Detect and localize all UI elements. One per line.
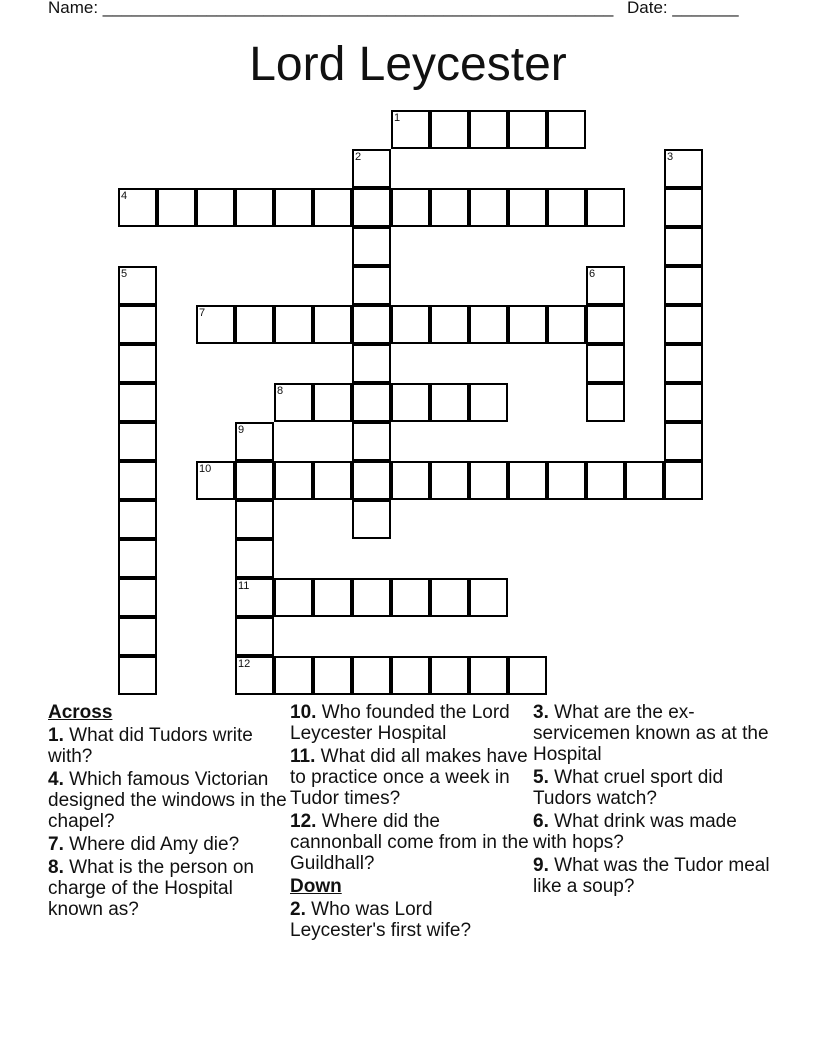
crossword-cell[interactable] [664, 422, 703, 461]
crossword-cell[interactable] [274, 305, 313, 344]
crossword-cell[interactable] [235, 188, 274, 227]
clue-number-label: 9 [238, 424, 245, 436]
clue-number-label: 5 [121, 268, 128, 280]
crossword-cell[interactable] [469, 578, 508, 617]
crossword-cell[interactable] [664, 188, 703, 227]
clue-across-8: 8. What is the person on charge of the Hospital known as? [48, 857, 254, 920]
crossword-cell[interactable] [391, 305, 430, 344]
crossword-cell[interactable] [313, 305, 352, 344]
crossword-cell[interactable] [469, 110, 508, 149]
crossword-cell[interactable] [430, 578, 469, 617]
crossword-cell[interactable] [352, 656, 391, 695]
crossword-cell[interactable] [313, 461, 352, 500]
page-title: Lord Leycester [249, 38, 567, 91]
crossword-cell[interactable] [508, 461, 547, 500]
clue-number-label: 8 [277, 385, 284, 397]
clue-column-3 [533, 702, 773, 899]
crossword-cell[interactable] [274, 578, 313, 617]
crossword-cell[interactable] [352, 383, 391, 422]
clue-down-2: 2. Who was Lord Leycester's first wife? [290, 899, 472, 941]
crossword-cell[interactable] [118, 422, 157, 461]
crossword-cell[interactable] [235, 461, 274, 500]
crossword-cell[interactable] [586, 188, 625, 227]
crossword-cell[interactable] [430, 383, 469, 422]
crossword-cell[interactable] [352, 188, 391, 227]
crossword-cell[interactable] [508, 110, 547, 149]
crossword-cell[interactable] [313, 656, 352, 695]
crossword-cell[interactable] [547, 461, 586, 500]
crossword-cell[interactable] [664, 344, 703, 383]
crossword-cell[interactable] [469, 188, 508, 227]
crossword-cell[interactable] [118, 383, 157, 422]
crossword-cell[interactable] [391, 383, 430, 422]
clue-down-9: 9. What was the Tudor meal like a soup? [533, 855, 770, 897]
clue-number-label: 4 [121, 190, 128, 202]
crossword-cell[interactable] [391, 656, 430, 695]
down-heading: Down [290, 876, 342, 897]
crossword-cell[interactable] [118, 344, 157, 383]
clue-across-11: 11. What did all makes have to practice once a week in Tudor times? [290, 746, 528, 809]
clue-down-5: 5. What cruel sport did Tudors watch? [533, 767, 724, 809]
crossword-cell[interactable] [118, 305, 157, 344]
crossword-cell[interactable] [118, 500, 157, 539]
crossword-cell[interactable] [664, 266, 703, 305]
crossword-cell[interactable] [547, 305, 586, 344]
clue-number-label: 3 [667, 151, 674, 163]
crossword-cell[interactable] [352, 461, 391, 500]
crossword-cell[interactable] [664, 383, 703, 422]
clue-down-3: 3. What are the ex-servicemen known as at the Hospital [533, 702, 769, 765]
clue-across-4: 4. Which famous Victorian designed the windows in the chapel? [48, 769, 287, 832]
crossword-cell[interactable] [664, 305, 703, 344]
crossword-cell[interactable] [430, 461, 469, 500]
clue-down-6: 6. What drink was made with hops? [533, 811, 737, 853]
crossword-cell[interactable] [352, 422, 391, 461]
crossword-cell[interactable] [235, 617, 274, 656]
crossword-cell[interactable] [430, 110, 469, 149]
crossword-cell[interactable] [547, 188, 586, 227]
clue-number-label: 6 [589, 268, 596, 280]
crossword-cell[interactable] [430, 305, 469, 344]
crossword-cell[interactable] [352, 266, 391, 305]
clue-number-label: 1 [394, 112, 401, 124]
crossword-cell[interactable] [469, 383, 508, 422]
crossword-cell[interactable] [352, 227, 391, 266]
crossword-cell[interactable] [391, 188, 430, 227]
crossword-cell[interactable] [430, 188, 469, 227]
crossword-cell[interactable] [469, 305, 508, 344]
clue-number-label: 12 [238, 658, 251, 670]
crossword-cell[interactable] [625, 461, 664, 500]
crossword-cell[interactable] [586, 461, 625, 500]
crossword-cell[interactable] [313, 383, 352, 422]
crossword-cell[interactable] [118, 617, 157, 656]
clue-number-label: 11 [238, 580, 250, 592]
crossword-cell[interactable] [469, 656, 508, 695]
clue-across-12: 12. Where did the cannonball come from in the Guildhall? [290, 811, 529, 874]
crossword-cell[interactable] [235, 500, 274, 539]
crossword-cell[interactable] [469, 461, 508, 500]
clue-across-7: 7. Where did Amy die? [48, 834, 240, 855]
crossword-cell[interactable] [235, 305, 274, 344]
crossword-cell[interactable] [118, 461, 157, 500]
clue-across-10: 10. Who founded the Lord Leycester Hospital [290, 702, 510, 744]
crossword-cell[interactable] [508, 188, 547, 227]
date-field-label: Date: _______ [627, 0, 739, 17]
crossword-cell[interactable] [352, 305, 391, 344]
crossword-cell[interactable] [586, 383, 625, 422]
crossword-cell[interactable] [118, 539, 157, 578]
crossword-cell[interactable] [391, 578, 430, 617]
crossword-cell[interactable] [391, 461, 430, 500]
crossword-cell[interactable] [274, 188, 313, 227]
crossword-cell[interactable] [274, 656, 313, 695]
clue-across-1: 1. What did Tudors write with? [48, 725, 253, 767]
crossword-cell[interactable] [274, 461, 313, 500]
crossword-cell[interactable] [664, 227, 703, 266]
crossword-cell[interactable] [586, 344, 625, 383]
crossword-cell[interactable] [352, 344, 391, 383]
name-field-label: Name: ______________________________________________________ [48, 0, 614, 17]
crossword-cell[interactable] [508, 305, 547, 344]
crossword-cell[interactable] [313, 578, 352, 617]
clue-number-label: 7 [199, 307, 206, 319]
crossword-cell[interactable] [430, 656, 469, 695]
clue-column-1 [48, 702, 288, 922]
crossword-cell[interactable] [352, 500, 391, 539]
crossword-cell[interactable] [118, 578, 157, 617]
crossword-cell[interactable] [118, 656, 157, 695]
across-heading: Across [48, 702, 113, 723]
crossword-cell[interactable] [664, 461, 703, 500]
clue-column-2 [290, 702, 530, 943]
crossword-cell[interactable] [157, 188, 196, 227]
crossword-cell[interactable] [508, 656, 547, 695]
crossword-cell[interactable] [196, 188, 235, 227]
crossword-cell[interactable] [352, 578, 391, 617]
clue-number-label: 10 [199, 463, 212, 475]
crossword-cell[interactable] [235, 539, 274, 578]
clue-number-label: 2 [355, 151, 362, 163]
crossword-cell[interactable] [547, 110, 586, 149]
crossword-cell[interactable] [586, 305, 625, 344]
crossword-cell[interactable] [313, 188, 352, 227]
